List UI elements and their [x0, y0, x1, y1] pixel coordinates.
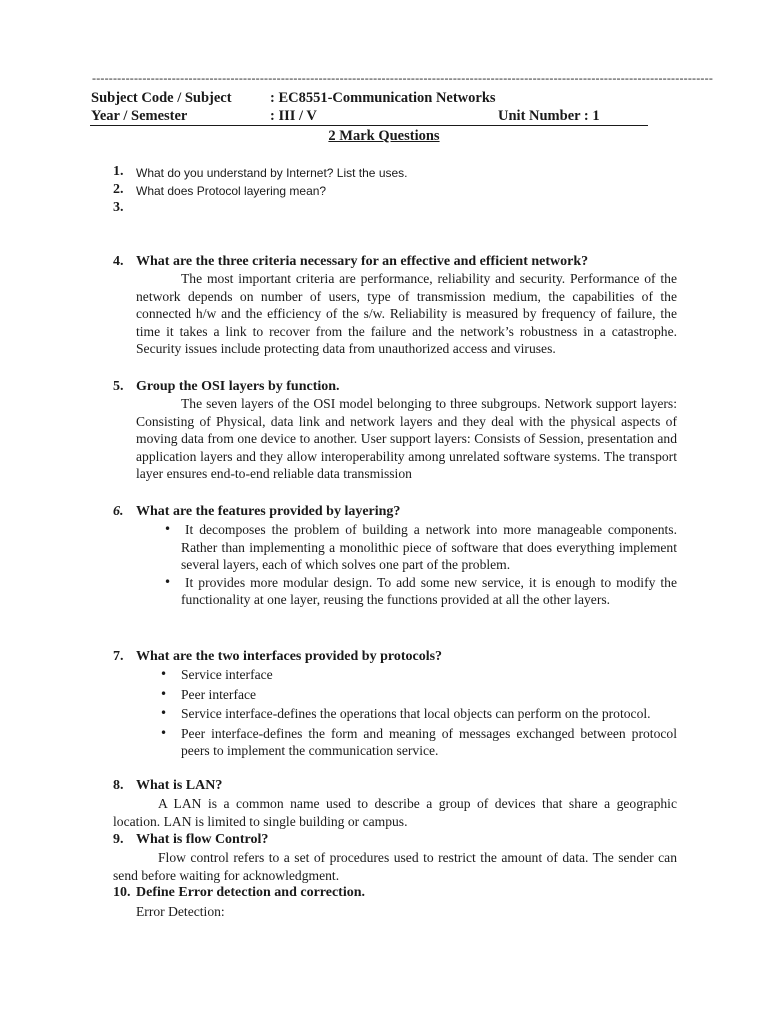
list-item: • It decomposes the problem of building a network into more manageable components. Rather than implementing a monolithic piece of software that does everything implement several layers, each of which solves one part of the problem. — [160, 521, 677, 574]
year-semester-label: Year / Semester — [91, 108, 188, 124]
answer-8: A LAN is a common name used to describe a group of devices that share a geographic location. LAN is limited to single building or campus. — [113, 796, 677, 829]
answer-5: The seven layers of the OSI model belonging to three subgroups. Network support layers: Consisting of Physical, data link and network layers and they deal with the physical aspects of moving data from one device to another. User support layers: Consists of Session, presentation and application layers and they allow interoperability among unrelated software systems. The transport layer ensures end-to-end reliable data transmission — [136, 396, 677, 482]
list-item: • Service interface — [160, 666, 677, 684]
answer-4: The most important criteria are performance, reliability and security. Performance of the network depends on number of users, type of transmission medium, the capabilities of the connected h/w and the efficiency of the s/w. Reliability is measured by frequency of failure, the time it takes a link to recover from the failure and the network’s robustness in a catastrophe. Security issues include protecting data from unauthorized access and viruses. — [136, 271, 677, 357]
list-item: • Peer interface — [160, 686, 677, 704]
unit-number: Unit Number : 1 — [498, 108, 600, 124]
list-item: • Service interface-defines the operations that local objects can perform on the protocol. — [160, 705, 677, 723]
list-item: • Peer interface-defines the form and meaning of messages exchanged between protocol peers to implement the communication service. — [160, 725, 677, 760]
header-dashed-line: ---------------------------------------------------------------------------------------------------------------------------------------------------- — [92, 71, 714, 85]
year-semester-value: : III / V — [270, 108, 317, 124]
subject-code-label: Subject Code / Subject — [91, 90, 232, 106]
page-title: 2 Mark Questions — [328, 128, 440, 144]
header-rule — [90, 125, 648, 126]
answer-10: Error Detection: — [136, 904, 225, 919]
answer-7-list — [160, 666, 677, 760]
answer-9: Flow control refers to a set of procedures used to restrict the amount of data. The sender can send before waiting for acknowledgment. — [113, 850, 677, 883]
list-item: • It provides more modular design. To add some new service, it is enough to modify the functionality at one layer, reusing the functions provided at all the other layers. — [160, 574, 677, 609]
answer-6-list — [160, 521, 677, 609]
subject-code-value: : EC8551-Communication Networks — [270, 90, 496, 106]
